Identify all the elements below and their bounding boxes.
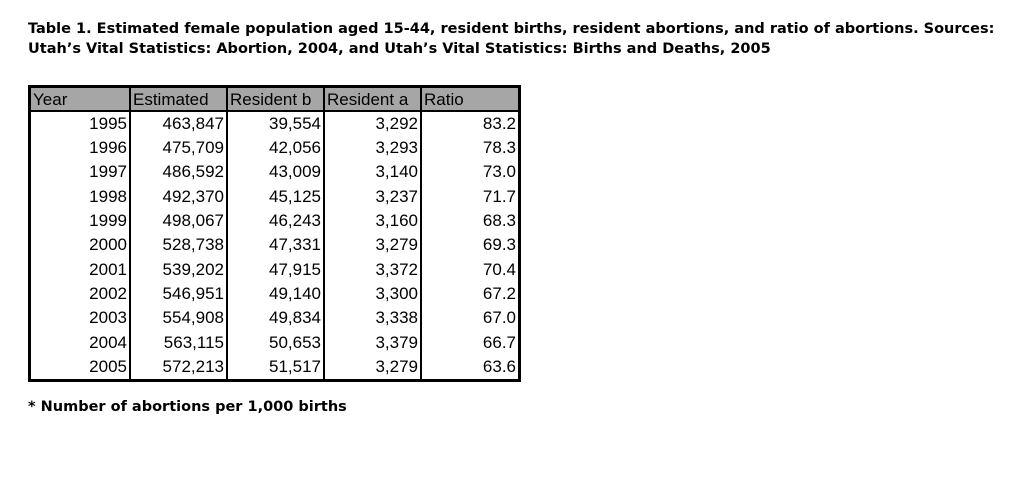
table-row: [31, 209, 518, 233]
cell-year: 2003: [31, 306, 130, 330]
cell-estimated: 539,202: [130, 257, 227, 281]
cell-resident-abortions: 3,372: [324, 257, 421, 281]
table-caption: [28, 19, 1018, 59]
cell-year: 1999: [31, 209, 130, 233]
cell-ratio: 73.0: [482, 162, 516, 182]
cell-resident-abortions: 3,300: [324, 282, 421, 306]
cell-estimated: 546,951: [130, 282, 227, 306]
cell-resident-births: 46,243: [227, 209, 324, 233]
cell-resident-births: 45,125: [227, 185, 324, 209]
cell-ratio: 70.4: [482, 259, 516, 279]
header-row: [31, 88, 518, 111]
cell-resident-abortions: 3,160: [324, 209, 421, 233]
cell-year: 2002: [31, 282, 130, 306]
cell-resident-births: 47,331: [227, 233, 324, 257]
cell-estimated: 528,738: [130, 233, 227, 257]
cell-resident-abortions: 3,293: [324, 136, 421, 160]
cell-resident-abortions: 3,237: [324, 185, 421, 209]
spreadsheet-table: [28, 85, 521, 382]
cell-estimated: 498,067: [130, 209, 227, 233]
cell-year: 2004: [31, 330, 130, 354]
cell-year: 2005: [31, 355, 130, 379]
cell-ratio: 83.2: [482, 114, 516, 133]
cell-year: 1998: [31, 185, 130, 209]
header-estimated: Estimated: [130, 88, 227, 111]
cell-ratio: 63.6: [482, 356, 516, 376]
caption-line-1: Table 1. Estimated female population aged 15-44, resident births, resident abortions, and ratio of abortions. Sources:: [28, 21, 995, 37]
cell-ratio: 78.3: [482, 138, 516, 158]
cell-resident-abortions: 3,279: [324, 233, 421, 257]
cell-year: 2000: [31, 233, 130, 257]
cell-ratio: 66.7: [482, 332, 516, 352]
table-row: [31, 282, 518, 306]
cell-year: 2001: [31, 257, 130, 281]
table-row: [31, 330, 518, 354]
header-ratio: Ratio: [421, 88, 518, 111]
table-row: [31, 160, 518, 184]
cell-resident-abortions: 3,292: [324, 111, 421, 136]
cell-estimated: 486,592: [130, 160, 227, 184]
cell-resident-births: 50,653: [227, 330, 324, 354]
cell-estimated: 572,213: [130, 355, 227, 379]
cell-ratio: 67.2: [482, 283, 516, 303]
table-row: [31, 257, 518, 281]
table-row: [31, 306, 518, 330]
cell-resident-births: 49,834: [227, 306, 324, 330]
cell-resident-abortions: 3,338: [324, 306, 421, 330]
header-resident-births: Resident b: [227, 88, 324, 111]
cell-estimated: 475,709: [130, 136, 227, 160]
cell-estimated: 463,847: [130, 111, 227, 136]
cell-estimated: 554,908: [130, 306, 227, 330]
cell-resident-births: 43,009: [227, 160, 324, 184]
cell-resident-births: 42,056: [227, 136, 324, 160]
table-row: [31, 185, 518, 209]
cell-year: 1997: [31, 160, 130, 184]
header-resident-abortions: Resident a: [324, 88, 421, 111]
data-table: [31, 88, 518, 379]
table-row: [31, 355, 518, 379]
header-year: Year: [31, 88, 130, 111]
cell-resident-births: 47,915: [227, 257, 324, 281]
cell-resident-abortions: 3,279: [324, 355, 421, 379]
cell-resident-births: 39,554: [227, 111, 324, 136]
cell-resident-abortions: 3,379: [324, 330, 421, 354]
table-row: [31, 233, 518, 257]
cell-estimated: 563,115: [130, 330, 227, 354]
cell-resident-abortions: 3,140: [324, 160, 421, 184]
table-body: [31, 111, 518, 379]
cell-estimated: 492,370: [130, 185, 227, 209]
table-row: [31, 111, 518, 136]
footnote: * Number of abortions per 1,000 births: [28, 399, 347, 415]
cell-ratio: 69.3: [482, 235, 516, 255]
caption-line-2: Utah’s Vital Statistics: Abortion, 2004, and Utah’s Vital Statistics: Births and Deaths, 2005: [28, 41, 771, 57]
cell-ratio: 68.3: [482, 211, 516, 231]
table-row: [31, 136, 518, 160]
cell-ratio: 71.7: [482, 186, 516, 206]
cell-year: 1996: [31, 136, 130, 160]
cell-ratio: 67.0: [482, 308, 516, 328]
cell-resident-births: 49,140: [227, 282, 324, 306]
cell-resident-births: 51,517: [227, 355, 324, 379]
cell-year: 1995: [31, 111, 130, 136]
